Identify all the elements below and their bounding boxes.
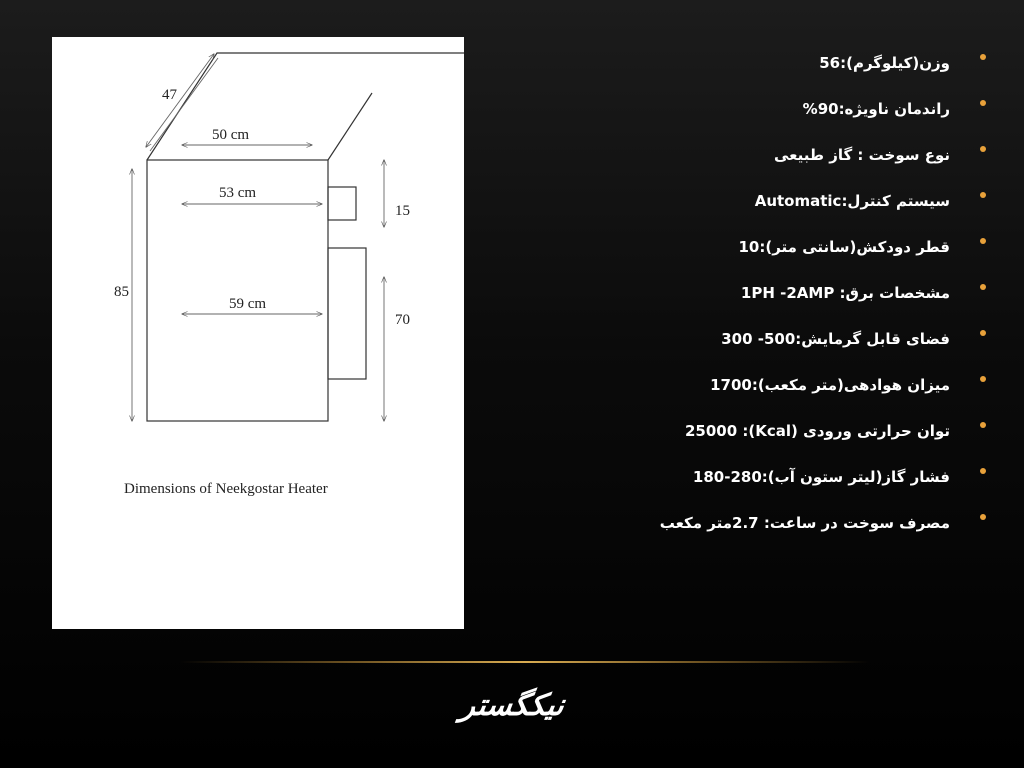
spec-item-heating-space bbox=[566, 316, 986, 362]
heater-dimension-drawing bbox=[52, 37, 464, 629]
bullet-icon bbox=[980, 422, 986, 428]
spec-item-chimney-diameter bbox=[566, 224, 986, 270]
bullet-icon bbox=[980, 468, 986, 474]
figure-caption: Dimensions of Neekgostar Heater bbox=[124, 481, 328, 497]
spec-text: نوع سوخت : گاز طبیعی bbox=[773, 146, 950, 164]
spec-text: میزان هوادهی(متر مکعب):1700 bbox=[710, 376, 950, 394]
bullet-icon bbox=[980, 284, 986, 290]
label-width-53: 53 cm bbox=[219, 185, 257, 201]
divider-line bbox=[180, 661, 870, 663]
spec-item-heat-input bbox=[566, 408, 986, 454]
bullet-icon bbox=[980, 192, 986, 198]
bullet-icon bbox=[980, 238, 986, 244]
spec-text: وزن(کیلوگرم):56 bbox=[819, 54, 950, 72]
heater-outline bbox=[147, 53, 464, 421]
spec-item-weight bbox=[566, 40, 986, 86]
spec-text: توان حرارتی ورودی (Kcal): 25000 bbox=[684, 422, 950, 440]
brand-logo bbox=[0, 688, 1024, 723]
spec-text: فشار گاز(لیتر ستون آب):280-180 bbox=[692, 468, 950, 486]
dimension-arrows bbox=[132, 54, 384, 421]
spec-text: راندمان ناویژه:90% bbox=[802, 100, 950, 118]
spec-text: فضای قابل گرمایش:500- 300 bbox=[721, 330, 950, 348]
spec-list bbox=[566, 40, 986, 546]
logo-text: نیکگستر bbox=[458, 688, 566, 723]
label-height-15: 15 bbox=[395, 203, 410, 219]
spec-item-gas-pressure bbox=[566, 454, 986, 500]
bullet-icon bbox=[980, 146, 986, 152]
bullet-icon bbox=[980, 514, 986, 520]
bullet-icon bbox=[980, 376, 986, 382]
bullet-icon bbox=[980, 54, 986, 60]
spec-item-control-system bbox=[566, 178, 986, 224]
spec-text: قطر دودکش(سانتی متر):10 bbox=[738, 238, 950, 256]
spec-item-fuel-consumption bbox=[566, 500, 986, 546]
spec-text: سیستم کنترل:Automatic bbox=[754, 192, 950, 210]
spec-text: مصرف سوخت در ساعت: 2.7متر مکعب bbox=[659, 514, 950, 532]
bullet-icon bbox=[980, 100, 986, 106]
label-height-70: 70 bbox=[395, 312, 410, 328]
spec-item-airflow bbox=[566, 362, 986, 408]
label-width-50: 50 cm bbox=[212, 127, 250, 143]
label-width-59: 59 cm bbox=[229, 296, 267, 312]
label-depth-47: 47 bbox=[162, 87, 177, 103]
spec-text: مشخصات برق: 1PH -2AMP bbox=[740, 284, 950, 302]
bullet-icon bbox=[980, 330, 986, 336]
spec-item-fuel-type bbox=[566, 132, 986, 178]
label-height-85: 85 bbox=[114, 284, 129, 300]
spec-item-electrical bbox=[566, 270, 986, 316]
heater-dimension-figure bbox=[52, 37, 464, 629]
spec-item-efficiency bbox=[566, 86, 986, 132]
